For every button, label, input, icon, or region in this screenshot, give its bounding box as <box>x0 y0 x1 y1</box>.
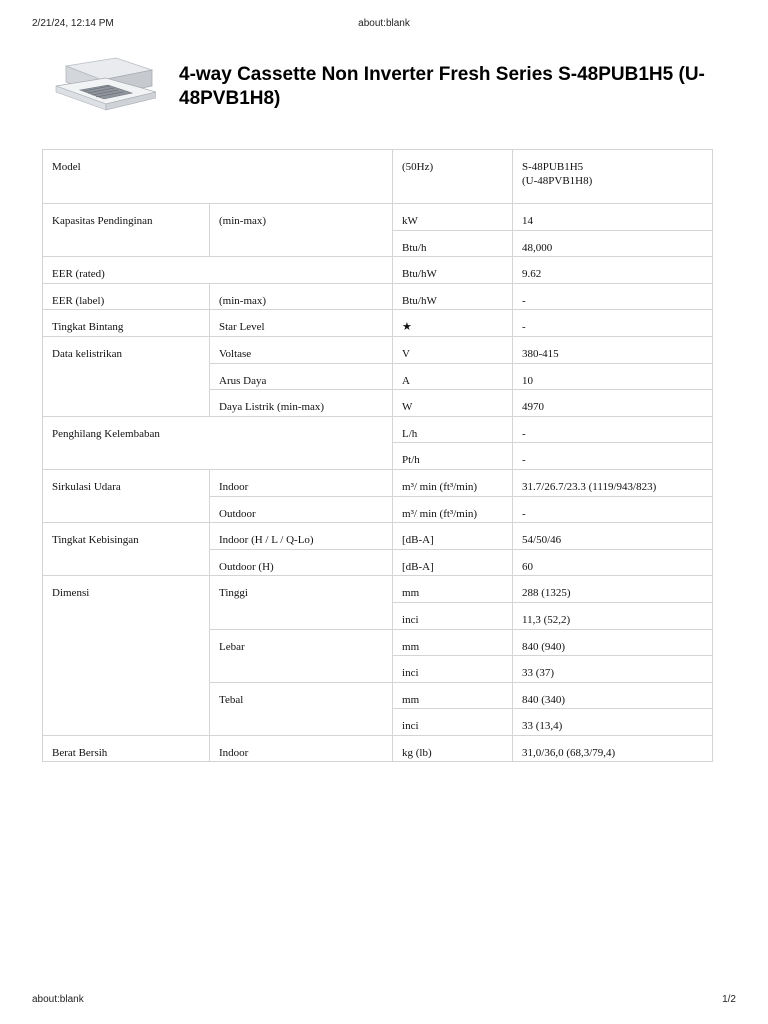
print-header <box>32 18 736 32</box>
star-icon: ★ <box>402 321 412 334</box>
unit-cell: mm <box>393 682 513 709</box>
unit-cell: inci <box>393 602 513 629</box>
print-date: 2/21/24, 12:14 PM <box>32 18 114 29</box>
sub-label: Indoor <box>210 469 393 496</box>
value-cell: 48,000 <box>513 230 713 257</box>
table-row-eer-rated <box>43 257 713 284</box>
unit-cell: m³/ min (ft³/min) <box>393 496 513 523</box>
sub-label: Indoor <box>210 735 393 762</box>
value-cell: 33 (37) <box>513 656 713 683</box>
row-label: Sirkulasi Udara <box>43 469 210 522</box>
value-cell: - <box>513 443 713 470</box>
unit-cell: L/h <box>393 416 513 443</box>
table-row-voltase <box>43 336 713 363</box>
unit-cell: Btu/hW <box>393 283 513 310</box>
table-row-tinggi-mm <box>43 576 713 603</box>
unit-cell: Pt/h <box>393 443 513 470</box>
value-cell: 9.62 <box>513 257 713 284</box>
value-cell: - <box>513 416 713 443</box>
value-cell: - <box>513 283 713 310</box>
sub-label: (min-max) <box>210 204 393 257</box>
unit-cell: inci <box>393 656 513 683</box>
print-footer <box>32 994 736 1008</box>
unit-cell: Btu/hW <box>393 257 513 284</box>
value-cell: - <box>513 310 713 337</box>
sub-label: Outdoor <box>210 496 393 523</box>
sub-label: Tebal <box>210 682 393 735</box>
unit-cell: kW <box>393 204 513 231</box>
value-cell: 11,3 (52,2) <box>513 602 713 629</box>
row-label: Tingkat Bintang <box>43 310 210 337</box>
model-indoor: S-48PUB1H5 <box>522 161 584 173</box>
value-cell: 60 <box>513 549 713 576</box>
unit-cell: Btu/h <box>393 230 513 257</box>
value-cell: 33 (13,4) <box>513 709 713 736</box>
row-label: Dimensi <box>43 576 210 736</box>
value-cell: 840 (340) <box>513 682 713 709</box>
product-title: 4-way Cassette Non Inverter Fresh Series S-48PUB1H5 (U-48PVB1H8) <box>179 64 705 109</box>
row-label: EER (rated) <box>43 257 393 284</box>
unit-cell: kg (lb) <box>393 735 513 762</box>
value-cell: 54/50/46 <box>513 523 713 550</box>
sub-label: Star Level <box>210 310 393 337</box>
unit-cell <box>393 310 513 337</box>
spec-table <box>42 149 713 762</box>
table-row-kapasitas-kw <box>43 204 713 231</box>
unit-cell: mm <box>393 629 513 656</box>
row-label: EER (label) <box>43 283 210 310</box>
sub-label: Arus Daya <box>210 363 393 390</box>
sub-label: Voltase <box>210 336 393 363</box>
row-label: Model <box>43 150 393 204</box>
value-cell: 4970 <box>513 390 713 417</box>
page-number: 1/2 <box>722 994 736 1005</box>
value-cell: 840 (940) <box>513 629 713 656</box>
sub-label: Lebar <box>210 629 393 682</box>
value-cell: 31,0/36,0 (68,3/79,4) <box>513 735 713 762</box>
row-label: Data kelistrikan <box>43 336 210 416</box>
model-outdoor: (U-48PVB1H8) <box>522 175 593 187</box>
unit-cell: V <box>393 336 513 363</box>
table-row-bintang <box>43 310 713 337</box>
table-row-sirkulasi-indoor <box>43 469 713 496</box>
value-cell: 10 <box>513 363 713 390</box>
unit-cell: W <box>393 390 513 417</box>
table-row-kelembaban-lh <box>43 416 713 443</box>
row-label: Kapasitas Pendinginan <box>43 204 210 257</box>
unit-cell: mm <box>393 576 513 603</box>
unit-cell: [dB-A] <box>393 549 513 576</box>
print-url: about:blank <box>358 18 410 29</box>
value-cell: 380-415 <box>513 336 713 363</box>
unit-cell: inci <box>393 709 513 736</box>
sub-label: Indoor (H / L / Q-Lo) <box>210 523 393 550</box>
value-cell: 14 <box>513 204 713 231</box>
unit-cell: [dB-A] <box>393 523 513 550</box>
unit-cell: (50Hz) <box>393 150 513 204</box>
row-label: Tingkat Kebisingan <box>43 523 210 576</box>
sub-label: Outdoor (H) <box>210 549 393 576</box>
value-cell: 288 (1325) <box>513 576 713 603</box>
row-label: Berat Bersih <box>43 735 210 762</box>
unit-cell: m³/ min (ft³/min) <box>393 469 513 496</box>
table-row-kebisingan-indoor <box>43 523 713 550</box>
value-cell: - <box>513 496 713 523</box>
footer-url: about:blank <box>32 994 84 1005</box>
value-cell <box>513 150 713 204</box>
table-row-berat <box>43 735 713 762</box>
unit-cell: A <box>393 363 513 390</box>
table-row-model <box>43 150 713 204</box>
value-cell: 31.7/26.7/23.3 (1119/943/823) <box>513 469 713 496</box>
row-label: Penghilang Kelembaban <box>43 416 393 469</box>
sub-label: Daya Listrik (min-max) <box>210 390 393 417</box>
table-row-eer-label <box>43 283 713 310</box>
sub-label: Tinggi <box>210 576 393 629</box>
air-conditioner-cassette-icon <box>52 52 156 114</box>
sub-label: (min-max) <box>210 283 393 310</box>
